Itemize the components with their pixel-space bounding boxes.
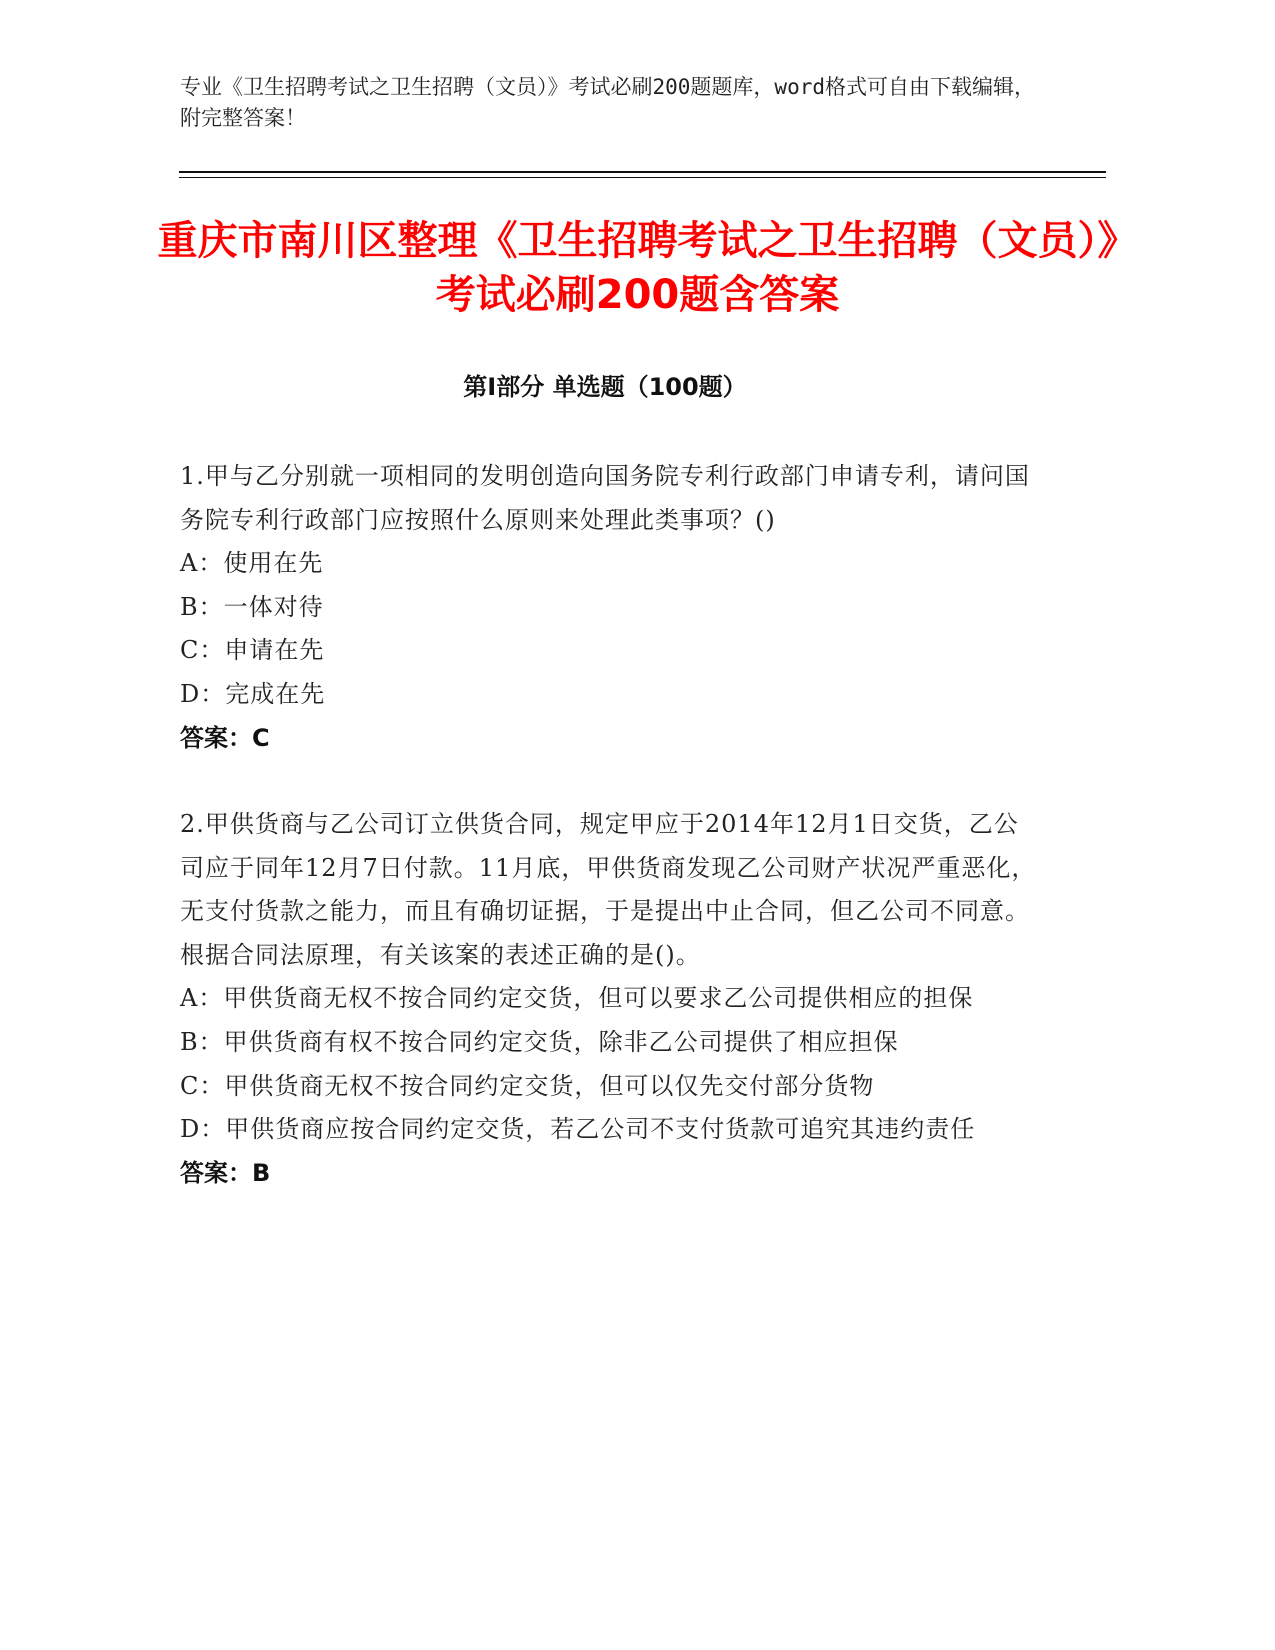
option-a: A：使用在先 [180,549,324,578]
question-stem: 1.甲与乙分别就一项相同的发明创造向国务院专利行政部门申请专利，请问国务院专利行政部门应按照什么原则来处理此类事项？() [180,462,1030,534]
question-stem: 2.甲供货商与乙公司订立供货合同，规定甲应于2014年12月1日交货，乙公司应于同年12月7日付款。11月底，甲供货商发现乙公司财产状况严重恶化，无支付货款之能力，而且有确切证据，于是提出中止合同，但乙公司不同意。根据合同法原理，有关该案的表述正确的是()。 [180,810,1037,969]
option-c: C：申请在先 [180,636,325,665]
option-c: C：甲供货商无权不按合同约定交货，但可以仅先交付部分货物 [180,1071,875,1100]
header-note: 专业《卫生招聘考试之卫生招聘（文员）》考试必刷200题题库，word格式可自由下载编辑，附完整答案！ [180,75,1035,130]
question-1 [180,455,1040,760]
answer-label: 答案：B [180,1158,271,1187]
answer-label: 答案：C [180,723,270,752]
option-b: B：甲供货商有权不按合同约定交货，除非乙公司提供了相应担保 [180,1027,899,1056]
document-title: 重庆市南川区整理《卫生招聘考试之卫生招聘（文员）》考试必刷200题含答案 [157,218,1118,318]
option-d: D：完成在先 [180,679,326,708]
header-divider-thin [179,177,1106,178]
header-divider-thick [179,171,1106,173]
section-title: 第Ⅰ部分 单选题（100题） [463,373,747,401]
option-b: B：一体对待 [180,592,324,621]
option-d: D：甲供货商应按合同约定交货，若乙公司不支付货款可追究其违约责任 [180,1115,976,1144]
question-2 [180,803,1040,1195]
option-a: A：甲供货商无权不按合同约定交货，但可以要求乙公司提供相应的担保 [180,984,974,1013]
